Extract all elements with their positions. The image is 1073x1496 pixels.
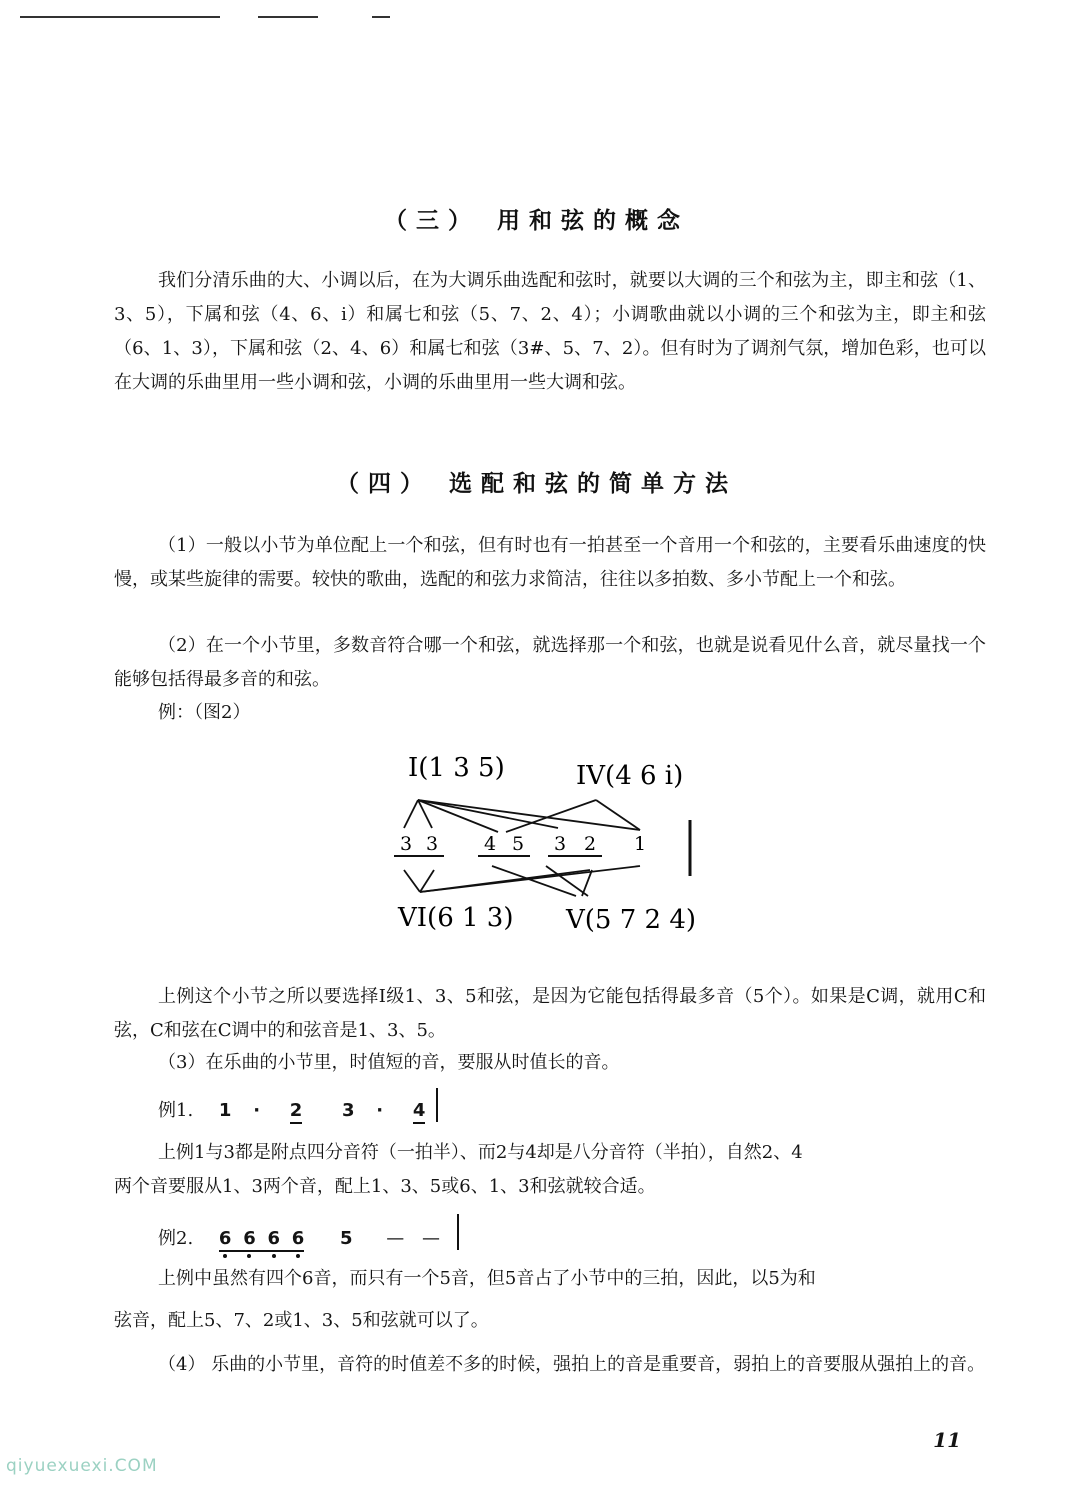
ex1-note-2: 2 — [290, 1100, 303, 1124]
ex2-note-5: 5 — [339, 1228, 353, 1249]
example-2 — [158, 1224, 440, 1252]
section-heading-3: （三） 用和弦的概念 — [383, 208, 689, 234]
ex1-dot-1: · — [253, 1100, 261, 1121]
chord-IV-label: IV(4 6 i) — [576, 761, 684, 791]
ex2-note-2: 6 — [243, 1228, 256, 1249]
example-2-explanation-a: 上例中虽然有四个6音，而只有一个5音，但5音占了小节中的三拍，因此，以5为和 — [158, 1268, 816, 1289]
figure-explanation: 上例这个小节之所以要选择Ⅰ级1、3、5和弦，是因为它能包括得最多音（5个）。如果是C调，就用C和弦，C和弦在C调中的和弦音是1、3、5。 — [114, 986, 986, 1041]
rule-3-text: （3）在乐曲的小节里，时值短的音，要服从时值长的音。 — [158, 1052, 620, 1073]
chord-VI-label: VI(6 1 3) — [398, 903, 514, 933]
top-rule-2 — [258, 16, 318, 18]
example-1-explanation-b: 两个音要服从1、3两个音，配上1、3、5或6、1、3和弦就较合适。 — [114, 1176, 656, 1197]
chord-V-label: V(5 7 2 4) — [566, 905, 697, 935]
rule-2-text: （2）在一个小节里，多数音符合哪一个和弦，就选择那一个和弦，也就是说看见什么音，就尽量找一个能够包括得最多音的和弦。 — [114, 635, 986, 690]
top-rule-3 — [372, 16, 390, 18]
example-1-label: 例1. — [158, 1100, 194, 1121]
ex1-note-4: 4 — [413, 1100, 426, 1124]
ex1-bar-line — [436, 1088, 438, 1122]
ex2-dash-1: — — [386, 1228, 405, 1249]
note-3: 4 — [484, 833, 497, 855]
note-5: 3 — [554, 833, 567, 855]
ex1-note-3: 3 — [342, 1100, 355, 1121]
chord-I-label: I(1 3 5) — [408, 753, 505, 783]
ex2-note-4: 6 — [292, 1228, 305, 1249]
note-2: 3 — [426, 833, 439, 855]
ex2-note-1: 6 — [219, 1228, 232, 1249]
watermark: qiyuexuexi.COM — [6, 1456, 158, 1476]
rule-1-text: （1）一般以小节为单位配上一个和弦，但有时也有一拍甚至一个音用一个和弦的，主要看乐曲速度的快慢，或某些旋律的需要。较快的歌曲，选配的和弦力求简洁，往往以多拍数、多小节配上一个和弦。 — [114, 535, 986, 590]
example-1-explanation-a: 上例1与3都是附点四分音符（一拍半）、而2与4却是八分音符（半拍），自然2、4 — [158, 1142, 803, 1163]
rule-4-text: （4） 乐曲的小节里，音符的时值差不多的时候，强拍上的音是重要音，弱拍上的音要服从强拍上的音。 — [158, 1354, 986, 1375]
example-2-label: 例2. — [158, 1228, 194, 1249]
ex2-beam — [219, 1228, 304, 1252]
ex2-note-3: 6 — [267, 1228, 280, 1249]
note-7: 1 — [634, 833, 647, 855]
ex2-dash-2: — — [421, 1228, 440, 1249]
ex1-note-1: 1 — [218, 1100, 232, 1121]
note-4: 5 — [512, 833, 525, 855]
note-6: 2 — [584, 833, 597, 855]
example-1 — [158, 1096, 425, 1124]
top-rule-1 — [20, 16, 220, 18]
example-2-explanation-b: 弦音，配上5、7、2或1、3、5和弦就可以了。 — [114, 1310, 489, 1331]
note-1: 3 — [400, 833, 413, 855]
note-row — [400, 833, 646, 855]
example-figure-label: 例：（图2） — [158, 702, 251, 723]
chord-diagram — [380, 740, 720, 950]
ex2-bar-line — [457, 1214, 459, 1250]
ex1-dot-2: · — [376, 1100, 384, 1121]
section-heading-4: （四） 选配和弦的简单方法 — [335, 471, 737, 497]
page-number: 11 — [933, 1428, 961, 1452]
paragraph-chord-concept: 我们分清乐曲的大、小调以后，在为大调乐曲选配和弦时，就要以大调的三个和弦为主，即主和弦（1、3、5），下属和弦（4、6、i）和属七和弦（5、7、2、4）；小调歌曲就以小调的三个和弦为主，即主和弦（6、1、3），下属和弦（2、4、6）和属七和弦（3#、5、7、2）。但有时为了调剂气氛，增加色彩，也可以在大调的乐曲里用一些小调和弦，小调的乐曲里用一些大调和弦。 — [114, 270, 986, 393]
